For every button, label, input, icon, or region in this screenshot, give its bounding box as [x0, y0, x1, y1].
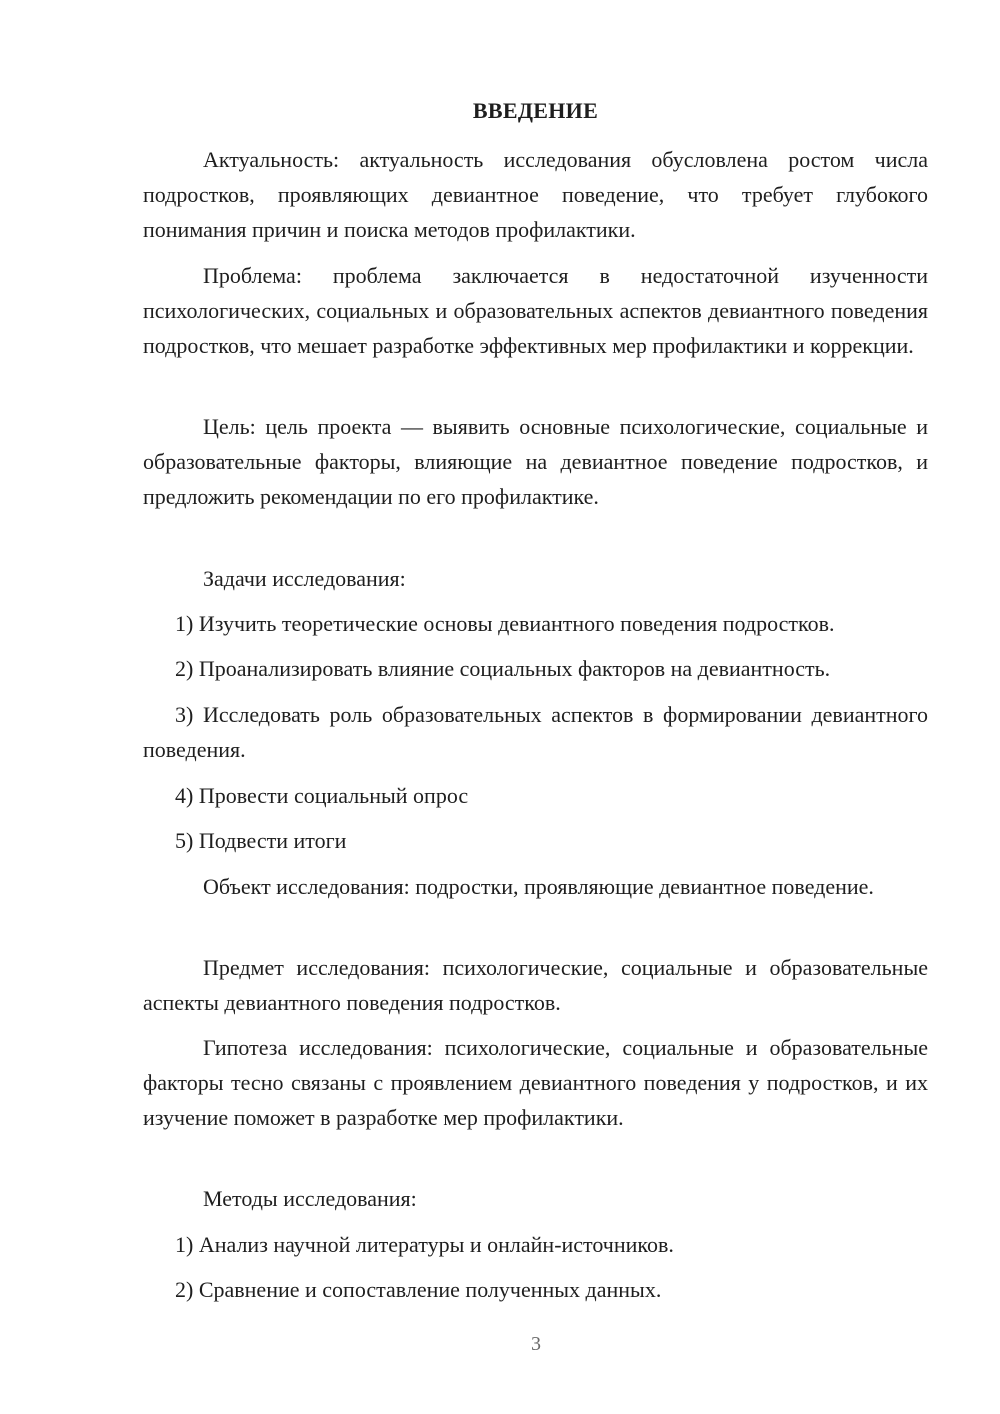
methods-heading: Методы исследования: — [203, 1186, 417, 1211]
task-item-1: 1) Изучить теоретические основы девиантного поведения подростков. — [175, 611, 835, 636]
subject-paragraph: Предмет исследования: психологические, социальные и образовательные аспекты девиантного поведения подростков. — [143, 955, 928, 1015]
task-item-5: 5) Подвести итоги — [175, 828, 347, 853]
object-paragraph: Объект исследования: подростки, проявляющие девиантное поведение. — [203, 874, 874, 899]
method-item-1: 1) Анализ научной литературы и онлайн-источников. — [175, 1232, 674, 1257]
task-item-4: 4) Провести социальный опрос — [175, 783, 469, 808]
page-number: 3 — [531, 1333, 541, 1355]
page-title: ВВЕДЕНИЕ — [472, 98, 599, 123]
hypothesis-paragraph: Гипотеза исследования: психологические, социальные и образовательные факторы тесно связаны с проявлением девиантного поведения у подростков, и их изучение поможет в разработке мер профилактики. — [143, 1035, 928, 1130]
relevance-paragraph: Актуальность: актуальность исследования обусловлена ростом числа подростков, проявляющих девиантное поведение, что требует глубокого понимания причин и поиска методов профилактики. — [143, 147, 928, 242]
problem-paragraph: Проблема: проблема заключается в недостаточной изученности психологических, социальных и образовательных аспектов девиантного поведения подростков, что мешает разработке эффективных мер профилактики и коррекции. — [143, 263, 928, 358]
task-item-3: 3) Исследовать роль образовательных аспектов в формировании девиантного поведения. — [143, 702, 928, 762]
task-item-2: 2) Проанализировать влияние социальных факторов на девиантность. — [175, 656, 831, 681]
method-item-2: 2) Сравнение и сопоставление полученных данных. — [175, 1277, 662, 1302]
tasks-heading: Задачи исследования: — [203, 566, 406, 591]
goal-paragraph: Цель: цель проекта — выявить основные психологические, социальные и образовательные факторы, влияющие на девиантное поведение подростков, и предложить рекомендации по его профилактике. — [143, 414, 928, 509]
